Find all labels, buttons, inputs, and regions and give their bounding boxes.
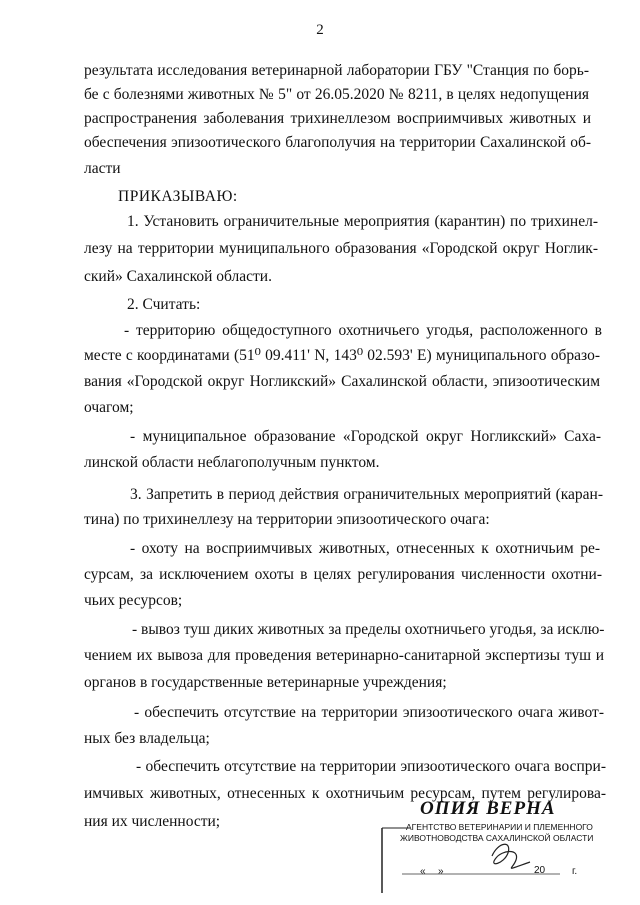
text-line: органов в государственные ветеринарные учреждения;: [84, 674, 447, 691]
text-line: ский» Сахалинской области.: [84, 268, 272, 285]
text-line: имчивых животных, отнесенных к охотничьим ресурсам, путем регулирова-: [84, 785, 606, 802]
text-line: - вывоз туш диких животных за пределы охотничьего угодья, за исклю-: [132, 621, 605, 638]
certification-stamp: [380, 798, 595, 894]
text-line: очагом;: [84, 399, 134, 416]
text-line: ния их численности;: [84, 813, 221, 830]
text-line: месте с координатами (51⁰ 09.411' N, 143⁰ 02.593' E) муниципального образо-: [84, 347, 600, 364]
text-line: 1. Установить ограничительные мероприятия (карантин) по трихинел-: [127, 213, 598, 230]
stamp-date-open-quote: «: [420, 866, 426, 877]
stamp-title: ОПИЯ ВЕРНА: [420, 798, 556, 819]
text-line: ных без владельца;: [84, 730, 210, 747]
text-line: - обеспечить отсутствие на территории эпизоотического очага воспри-: [136, 758, 606, 775]
stamp-year: 20: [534, 865, 546, 876]
text-line: вания «Городской округ Ногликский» Сахалинской области, эпизоотическим: [84, 373, 600, 390]
text-line: - муниципальное образование «Городской округ Ногликский» Саха-: [130, 428, 601, 445]
stamp-year-suffix: г.: [572, 866, 578, 877]
text-line: лезу на территории муниципального образования «Городской округ Ноглик-: [84, 240, 598, 257]
text-line: 2. Считать:: [127, 296, 201, 313]
text-line: бе с болезнями животных № 5" от 26.05.2020 № 8211, в целях недопущения: [84, 86, 589, 103]
text-line: распространения заболевания трихинеллезом восприимчивых животных и: [84, 110, 591, 127]
text-line: чением их вывоза для проведения ветеринарно-санитарной экспертизы туш и: [84, 647, 604, 664]
text-line: результата исследования ветеринарной лаборатории ГБУ "Станция по борь-: [84, 62, 589, 79]
page-number: 2: [316, 22, 324, 38]
text-line: линской области неблагополучным пунктом.: [84, 454, 380, 471]
signature-icon: [492, 844, 530, 868]
text-line: обеспечения эпизоотического благополучия на территории Сахалинской об-: [84, 134, 591, 151]
text-line: тина) по трихинеллезу на территории эпизоотического очага:: [84, 511, 490, 528]
stamp-agency-line-1: АГЕНТСТВО ВЕТЕРИНАРИИ И ПЛЕМЕННОГО: [406, 822, 593, 832]
text-line: сурсам, за исключением охоты в целях регулирования численности охотни-: [84, 566, 602, 583]
text-line: ласти: [84, 160, 121, 177]
stamp-agency-line-2: ЖИВОТНОВОДСТВА САХАЛИНСКОЙ ОБЛАСТИ: [400, 833, 594, 843]
text-line: - охоту на восприимчивых животных, отнесенных к охотничьим ре-: [130, 540, 600, 557]
order-heading: ПРИКАЗЫВАЮ:: [118, 188, 238, 205]
text-line: 3. Запретить в период действия ограничительных мероприятий (каран-: [130, 486, 603, 503]
text-line: - обеспечить отсутствие на территории эпизоотического очага живот-: [134, 704, 604, 721]
text-line: чьих ресурсов;: [84, 592, 183, 609]
text-line: - территорию общедоступного охотничьего угодья, расположенного в: [124, 322, 602, 339]
stamp-date-close-quote: »: [438, 866, 444, 877]
